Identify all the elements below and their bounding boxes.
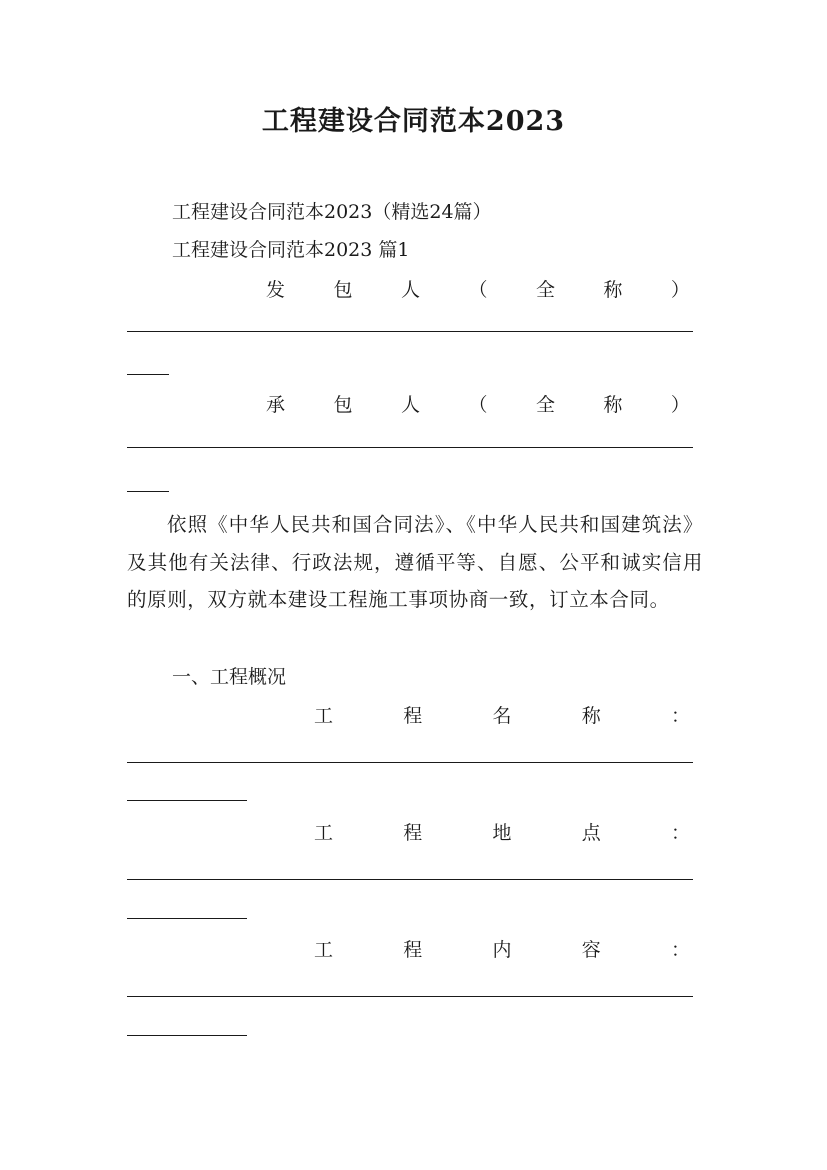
contractor-blank-line-end [127, 491, 169, 492]
project-location-blank-line-end [127, 918, 247, 919]
project-content-char: 工 [314, 939, 334, 961]
project-location-char: ： [670, 822, 690, 844]
employer-label-char: 称 [603, 279, 623, 301]
section-heading: 工程建设合同范本2023 篇1 [172, 239, 410, 261]
project-content-char: 内 [492, 939, 512, 961]
project-content-label [314, 936, 690, 964]
employer-label-char: 包 [333, 279, 353, 301]
contractor-blank-line [127, 447, 693, 448]
employer-label-char: 人 [400, 279, 420, 301]
project-location-char: 工 [314, 822, 334, 844]
contractor-label-char: 承 [266, 394, 286, 416]
project-name-char: 称 [581, 705, 601, 727]
project-name-char: ： [670, 705, 690, 727]
project-content-char: ： [670, 939, 690, 961]
contractor-label-char: 称 [603, 394, 623, 416]
project-location-char: 地 [492, 822, 512, 844]
project-name-blank-line [127, 762, 693, 763]
project-content-char: 容 [581, 939, 601, 961]
clause-one-heading: 一、工程概况 [172, 666, 287, 688]
preamble-paragraph: 依照《中华人民共和国合同法》、《中华人民共和国建筑法》及其他有关法律、行政法规，遵循平等、自愿、公平和诚实信用的原则，双方就本建设工程施工事项协商一致，订立本合同。 [127, 513, 703, 611]
project-name-label [314, 702, 690, 730]
project-name-char: 程 [403, 705, 423, 727]
employer-label-char: ） [670, 279, 690, 301]
project-name-char: 名 [492, 705, 512, 727]
contractor-label-char: 全 [535, 394, 555, 416]
project-content-char: 程 [403, 939, 423, 961]
contractor-label-char: 人 [400, 394, 420, 416]
project-location-char: 点 [581, 822, 601, 844]
document-title: 工程建设合同范本2023 [261, 106, 566, 137]
employer-label-char: 发 [266, 279, 286, 301]
employer-label [266, 276, 690, 304]
employer-label-char: （ [468, 279, 488, 301]
project-location-blank-line [127, 879, 693, 880]
employer-blank-line-end [127, 374, 169, 375]
employer-blank-line [127, 331, 693, 332]
project-content-blank-line-end [127, 1035, 247, 1036]
project-name-blank-line-end [127, 800, 247, 801]
project-name-char: 工 [314, 705, 334, 727]
contractor-label-char: ） [670, 394, 690, 416]
contractor-label-char: 包 [333, 394, 353, 416]
contractor-label-char: （ [468, 394, 488, 416]
project-location-label [314, 819, 690, 847]
employer-label-char: 全 [535, 279, 555, 301]
project-content-blank-line [127, 996, 693, 997]
document-subtitle: 工程建设合同范本2023（精选24篇） [172, 201, 492, 223]
project-location-char: 程 [403, 822, 423, 844]
contractor-label [266, 391, 690, 419]
